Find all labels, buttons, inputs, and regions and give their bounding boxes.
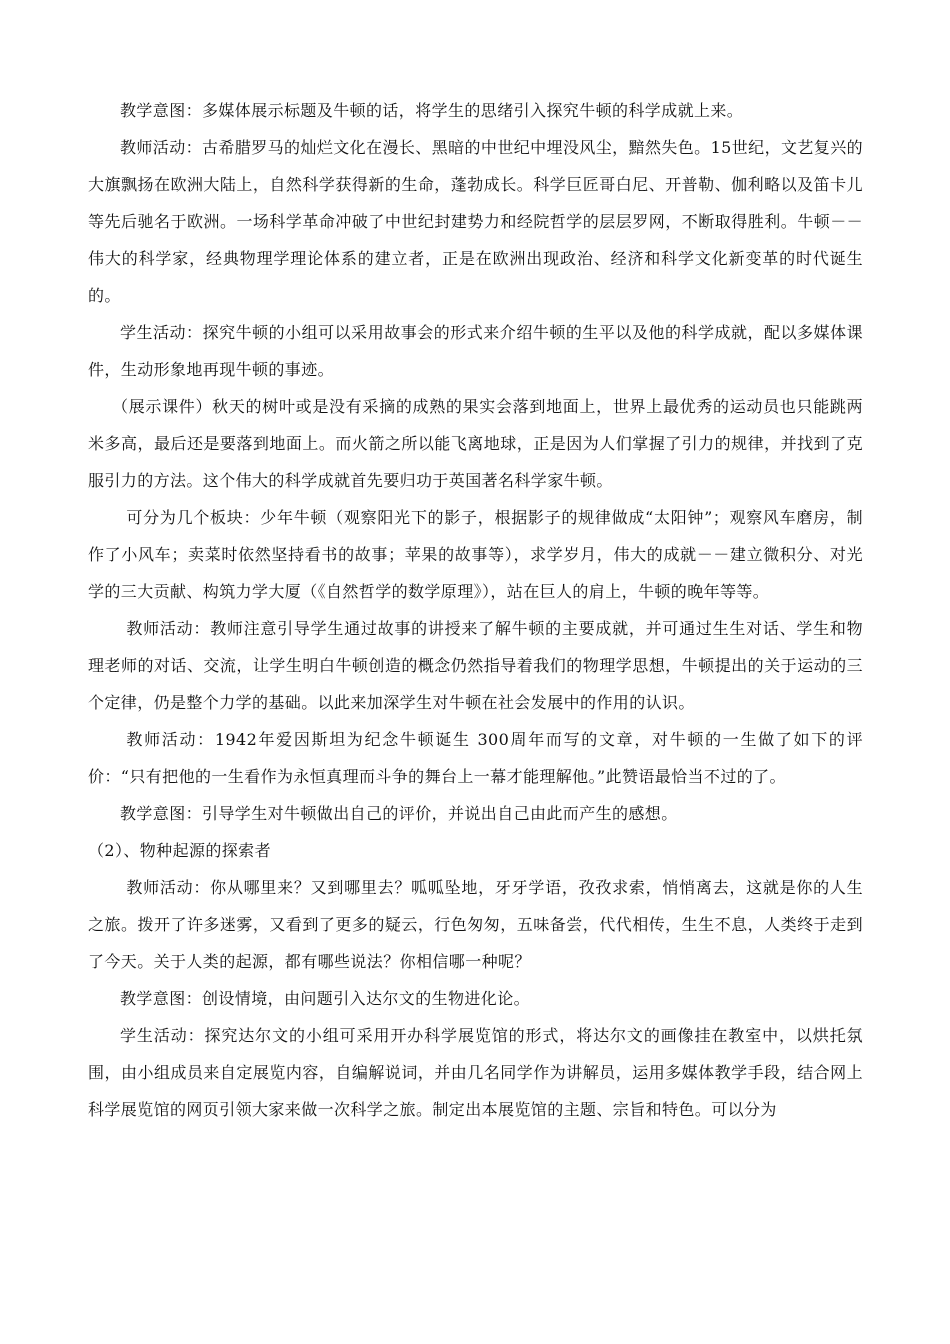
paragraph-teacher-activity-2: 教师活动：教师注意引导学生通过故事的讲授来了解牛顿的主要成就，并可通过生生对话、学生和物理老师的对话、交流，让学生明白牛顿创造的概念仍然指导着我们的物理学思想，牛顿提出的关于运动的三个定律，仍是整个力学的基础。以此来加深学生对牛顿在社会发展中的作用的认识。 [88, 619, 863, 712]
paragraph-teacher-activity-3: 教师活动：1942年爱因斯坦为纪念牛顿诞生 300周年而写的文章，对牛顿的一生做了如下的评价：“只有把他的一生看作为永恒真理而斗争的舞台上一幕才能理解他。”此赞语最恰当不过的了。 [88, 730, 863, 786]
paragraph-teacher-activity-1: 教师活动：古希腊罗马的灿烂文化在漫长、黑暗的中世纪中埋没风尘，黯然失色。15世纪，文艺复兴的大旗飘扬在欧洲大陆上，自然科学获得新的生命，蓬勃成长。科学巨匠哥白尼、开普勒、伽利略以及笛卡儿等先后驰名于欧洲。一场科学革命冲破了中世纪封建势力和经院哲学的层层罗网，不断取得胜利。牛顿－－伟大的科学家，经典物理学理论体系的建立者，正是在欧洲出现政治、经济和科学文化新变革的时代诞生的。 [88, 138, 863, 305]
section-heading-2: （2）、物种起源的探索者 [88, 841, 271, 860]
document-body [88, 92, 863, 1128]
paragraph-student-activity-2: 学生活动：探究达尔文的小组可采用开办科学展览馆的形式，将达尔文的画像挂在教室中，以烘托氛围，由小组成员来自定展览内容，自编解说词，并由几名同学作为讲解员，运用多媒体教学手段，结合网上科学展览馆的网页引领大家来做一次科学之旅。制定出本展览馆的主题、宗旨和特色。可以分为 [88, 1026, 863, 1119]
paragraph-teaching-intent-2: 教学意图：引导学生对牛顿做出自己的评价，并说出自己由此而产生的感想。 [120, 804, 678, 823]
paragraph-courseware: （展示课件）秋天的树叶或是没有采摘的成熟的果实会落到地面上，世界上最优秀的运动员也只能跳两米多高，最后还是要落到地面上。而火箭之所以能飞离地球，正是因为人们掌握了引力的规律，并找到了克服引力的方法。这个伟大的科学成就首先要归功于英国著名科学家牛顿。 [88, 397, 863, 490]
paragraph-teaching-intent-1: 教学意图：多媒体展示标题及牛顿的话，将学生的思绪引入探究牛顿的科学成就上来。 [120, 101, 744, 120]
paragraph-sections: 可分为几个板块：少年牛顿（观察阳光下的影子，根据影子的规律做成“太阳钟”；观察风车磨房，制作了小风车；卖菜时依然坚持看书的故事；苹果的故事等），求学岁月，伟大的成就－－建立微积分、对光学的三大贡献、构筑力学大厦（《自然哲学的数学原理》），站在巨人的肩上，牛顿的晚年等等。 [88, 508, 863, 601]
paragraph-teacher-activity-4: 教师活动：你从哪里来？又到哪里去？呱呱坠地，牙牙学语，孜孜求索，悄悄离去，这就是你的人生之旅。拨开了许多迷雾，又看到了更多的疑云，行色匆匆，五味备尝，代代相传，生生不息，人类终于走到了今天。关于人类的起源，都有哪些说法？你相信哪一种呢？ [88, 878, 863, 971]
paragraph-student-activity-1: 学生活动：探究牛顿的小组可以采用故事会的形式来介绍牛顿的生平以及他的科学成就，配以多媒体课件，生动形象地再现牛顿的事迹。 [88, 323, 863, 379]
paragraph-teaching-intent-3: 教学意图：创设情境，由问题引入达尔文的生物进化论。 [120, 989, 531, 1008]
